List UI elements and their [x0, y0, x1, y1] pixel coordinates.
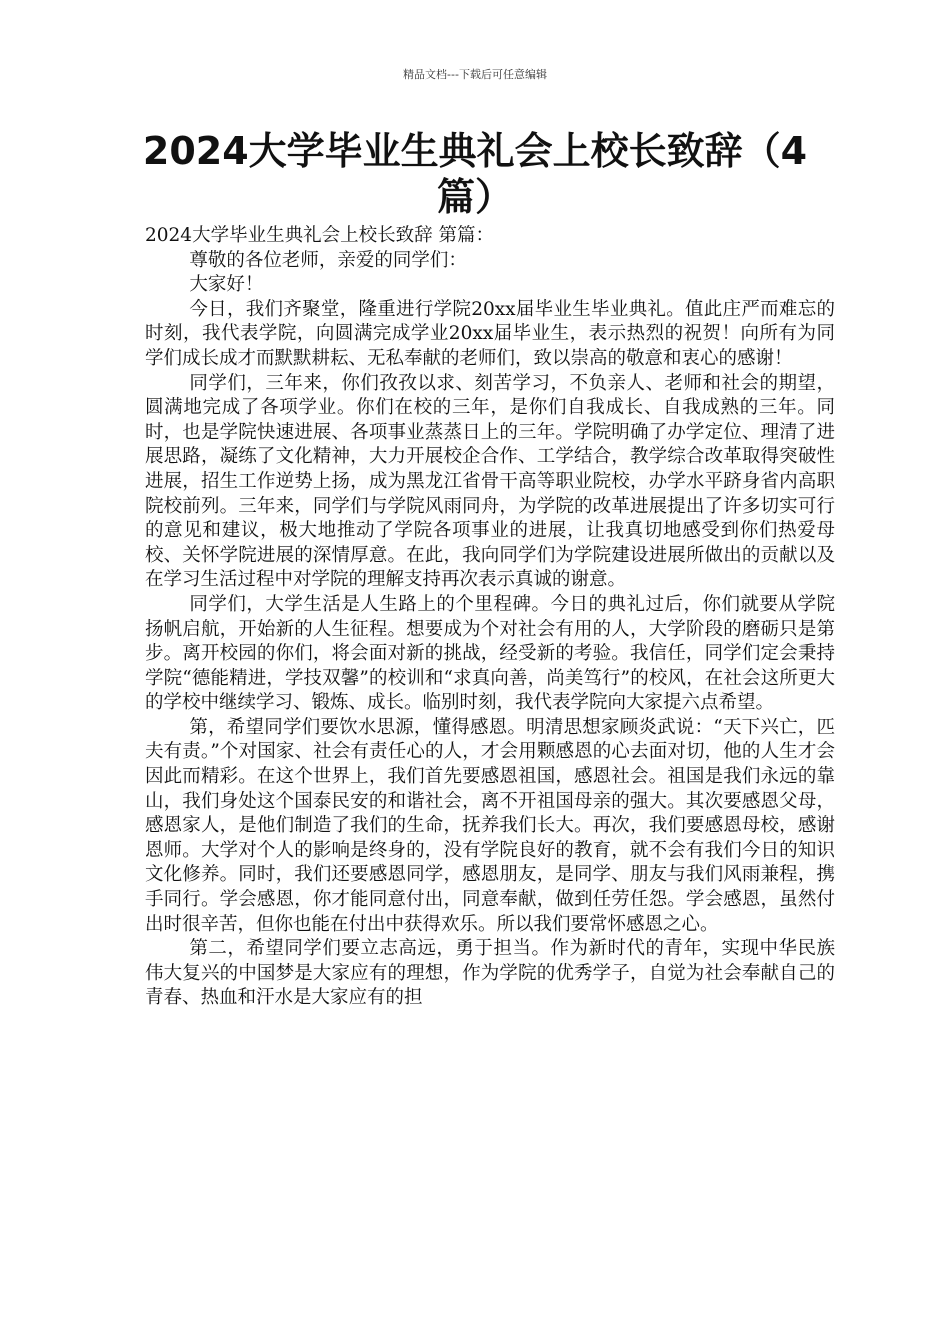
- body-paragraph: 第二，希望同学们要立志高远，勇于担当。作为新时代的青年，实现中华民族伟大复兴的中国梦是大家应有的理想，作为学院的优秀学子，自觉为社会奉献自己的青春、热血和汗水是大家应有的担: [145, 938, 835, 1009]
- page-header-note: 精品文档---下载后可任意编辑: [403, 68, 547, 81]
- document-subtitle: 2024大学毕业生典礼会上校长致辞 第篇：: [145, 225, 494, 246]
- document-title: 2024大学毕业生典礼会上校长致辞（4篇）: [142, 129, 808, 219]
- body-paragraph: 今日，我们齐聚堂，隆重进行学院20xx届毕业生毕业典礼。值此庄严而难忘的时刻，我代表学院，向圆满完成学业20xx届毕业生，表示热烈的祝贺！向所有为同学们成长成才而默默耕耘、无私奉献的老师们，致以崇高的敬意和衷心的感谢！: [145, 298, 835, 369]
- body-paragraph: 同学们，大学生活是人生路上的个里程碑。今日的典礼过后，你们就要从学院扬帆启航，开始新的人生征程。想要成为个对社会有用的人，大学阶段的磨砺只是第步。离开校园的你们，将会面对新的挑战，经受新的考验。我信任，同学们定会秉持学院“德能精进，学技双馨”的校训和“求真向善，尚美笃行”的校风，在社会这所更大的学校中继续学习、锻炼、成长。临别时刻，我代表学院向大家提六点希望。: [145, 593, 835, 714]
- salutation-paragraph: 尊敬的各位老师，亲爱的同学们：: [189, 249, 467, 271]
- body-paragraph: 第，希望同学们要饮水思源，懂得感恩。明清思想家顾炎武说：“天下兴亡，匹夫有责。”个对国家、社会有责任心的人，才会用颗感恩的心去面对切，他的人生才会因此而精彩。在这个世界上，我们首先要感恩祖国，感恩社会。祖国是我们永远的靠山，我们身处这个国泰民安的和谐社会，离不开祖国母亲的强大。其次要感恩父母，感恩家人，是他们制造了我们的生命，抚养我们长大。再次，我们要感恩母校，感谢恩师。大学对个人的影响是终身的，没有学院良好的教育，就不会有我们今日的知识文化修养。同时，我们还要感恩同学，感恩朋友，是同学、朋友与我们风雨兼程，携手同行。学会感恩，你才能同意付出，同意奉献，做到任劳任怨。学会感恩，虽然付出时很辛苦，但你也能在付出中获得欢乐。所以我们要常怀感恩之心。: [145, 716, 835, 935]
- greeting-paragraph: 大家好！: [189, 274, 264, 296]
- body-paragraph: 同学们，三年来，你们孜孜以求、刻苦学习，不负亲人、老师和社会的期望，圆满地完成了各项学业。你们在校的三年，是你们自我成长、自我成熟的三年。同时，也是学院快速进展、各项事业蒸蒸日上的三年。学院明确了办学定位、理清了进展思路，凝练了文化精神，大力开展校企合作、工学结合，教学综合改革取得突破性进展，招生工作逆势上扬，成为黑龙江省骨干高等职业院校，办学水平跻身省内高职院校前列。三年来，同学们与学院风雨同舟，为学院的改革进展提出了许多切实可行的意见和建议，极大地推动了学院各项事业的进展，让我真切地感受到你们热爱母校、关怀学院进展的深情厚意。在此，我向同学们为学院建设进展所做出的贡献以及在学习生活过程中对学院的理解支持再次表示真诚的谢意。: [145, 372, 835, 591]
- document-body: [145, 224, 835, 1011]
